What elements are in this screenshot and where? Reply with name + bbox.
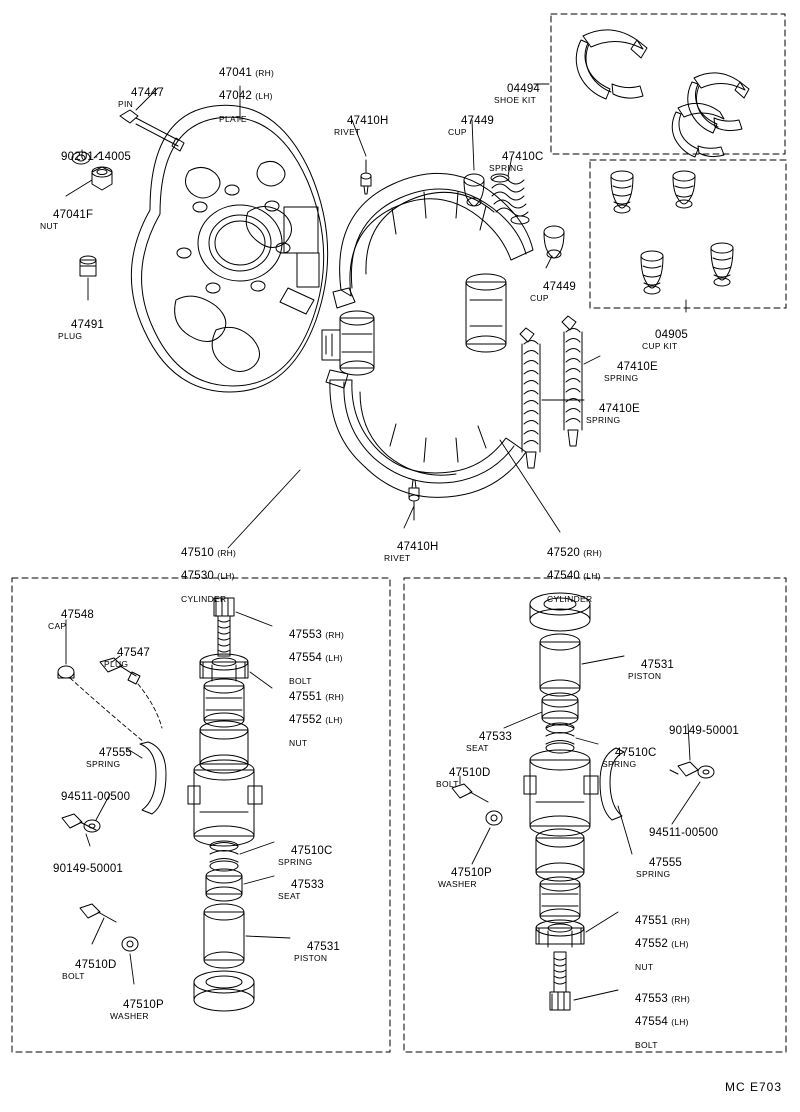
part-label-47041-47042: 47041 (RH) 47042 (LH) PLATE [219, 66, 275, 124]
part-label-47551-47552-left: 47551 (RH) 47552 (LH) NUT [289, 690, 345, 748]
part-label-47041f: 47041F NUT [40, 208, 94, 231]
part-label-47533-right: 47533 SEAT [466, 730, 513, 753]
part-label-47410h-bottom: 47410H RIVET [384, 540, 439, 563]
diagram-code: MC E703 [724, 1080, 782, 1094]
part-label-47510d-right: 47510D BOLT [436, 766, 491, 789]
part-label-47449-lower: 47449 CUP [530, 280, 577, 303]
part-label-47548: 47548 CAP [48, 608, 95, 631]
part-label-47555-left: 47555 SPRING [86, 746, 133, 769]
part-label-47510p-right: 47510P WASHER [438, 866, 492, 889]
part-label-47531-right: 47531 PISTON [628, 658, 675, 681]
part-label-47510d-left: 47510D BOLT [62, 958, 117, 981]
part-label-90201-14005: 90201-14005 [61, 150, 132, 163]
part-label-47447: 47447 PIN [118, 86, 165, 109]
part-label-47491: 47491 PLUG [58, 318, 105, 341]
part-label-47449-top: 47449 CUP [448, 114, 495, 137]
part-label-94511-00500-right: 94511-00500 [649, 826, 719, 839]
part-label-04905-cup-kit: 04905 CUP KIT [642, 328, 689, 351]
part-label-47553-47554-left: 47553 (RH) 47554 (LH) BOLT [289, 628, 345, 686]
part-label-47547: 47547 PLUG [104, 646, 151, 669]
part-label-47410e-b: 47410E SPRING [586, 402, 640, 425]
part-label-47531-left: 47531 PISTON [294, 940, 341, 963]
part-label-90149-50001-left: 90149-50001 [53, 862, 124, 875]
part-label-47551-47552-right: 47551 (RH) 47552 (LH) NUT [635, 914, 691, 972]
part-label-47410e-a: 47410E SPRING [604, 360, 658, 383]
part-label-47533-left: 47533 SEAT [278, 878, 325, 901]
part-label-47510-47530-cylinder: 47510 (RH) 47530 (LH) CYLINDER [181, 546, 237, 604]
part-label-47555-right: 47555 SPRING [636, 856, 683, 879]
part-label-47510c-right: 47510C SPRING [602, 746, 657, 769]
part-label-47520-47540-cylinder: 47520 (RH) 47540 (LH) CYLINDER [547, 546, 603, 604]
part-label-94511-00500-left: 94511-00500 [61, 790, 131, 803]
part-label-47510c-left: 47510C SPRING [278, 844, 333, 867]
part-label-90149-50001-right: 90149-50001 [669, 724, 740, 737]
part-label-47410h-top: 47410H RIVET [334, 114, 389, 137]
part-label-47553-47554-right: 47553 (RH) 47554 (LH) BOLT [635, 992, 691, 1050]
part-label-47410c: 47410C SPRING [489, 150, 544, 173]
part-label-47510p-left: 47510P WASHER [110, 998, 164, 1021]
part-label-04494-shoe-kit: 04494 SHOE KIT [494, 82, 541, 105]
